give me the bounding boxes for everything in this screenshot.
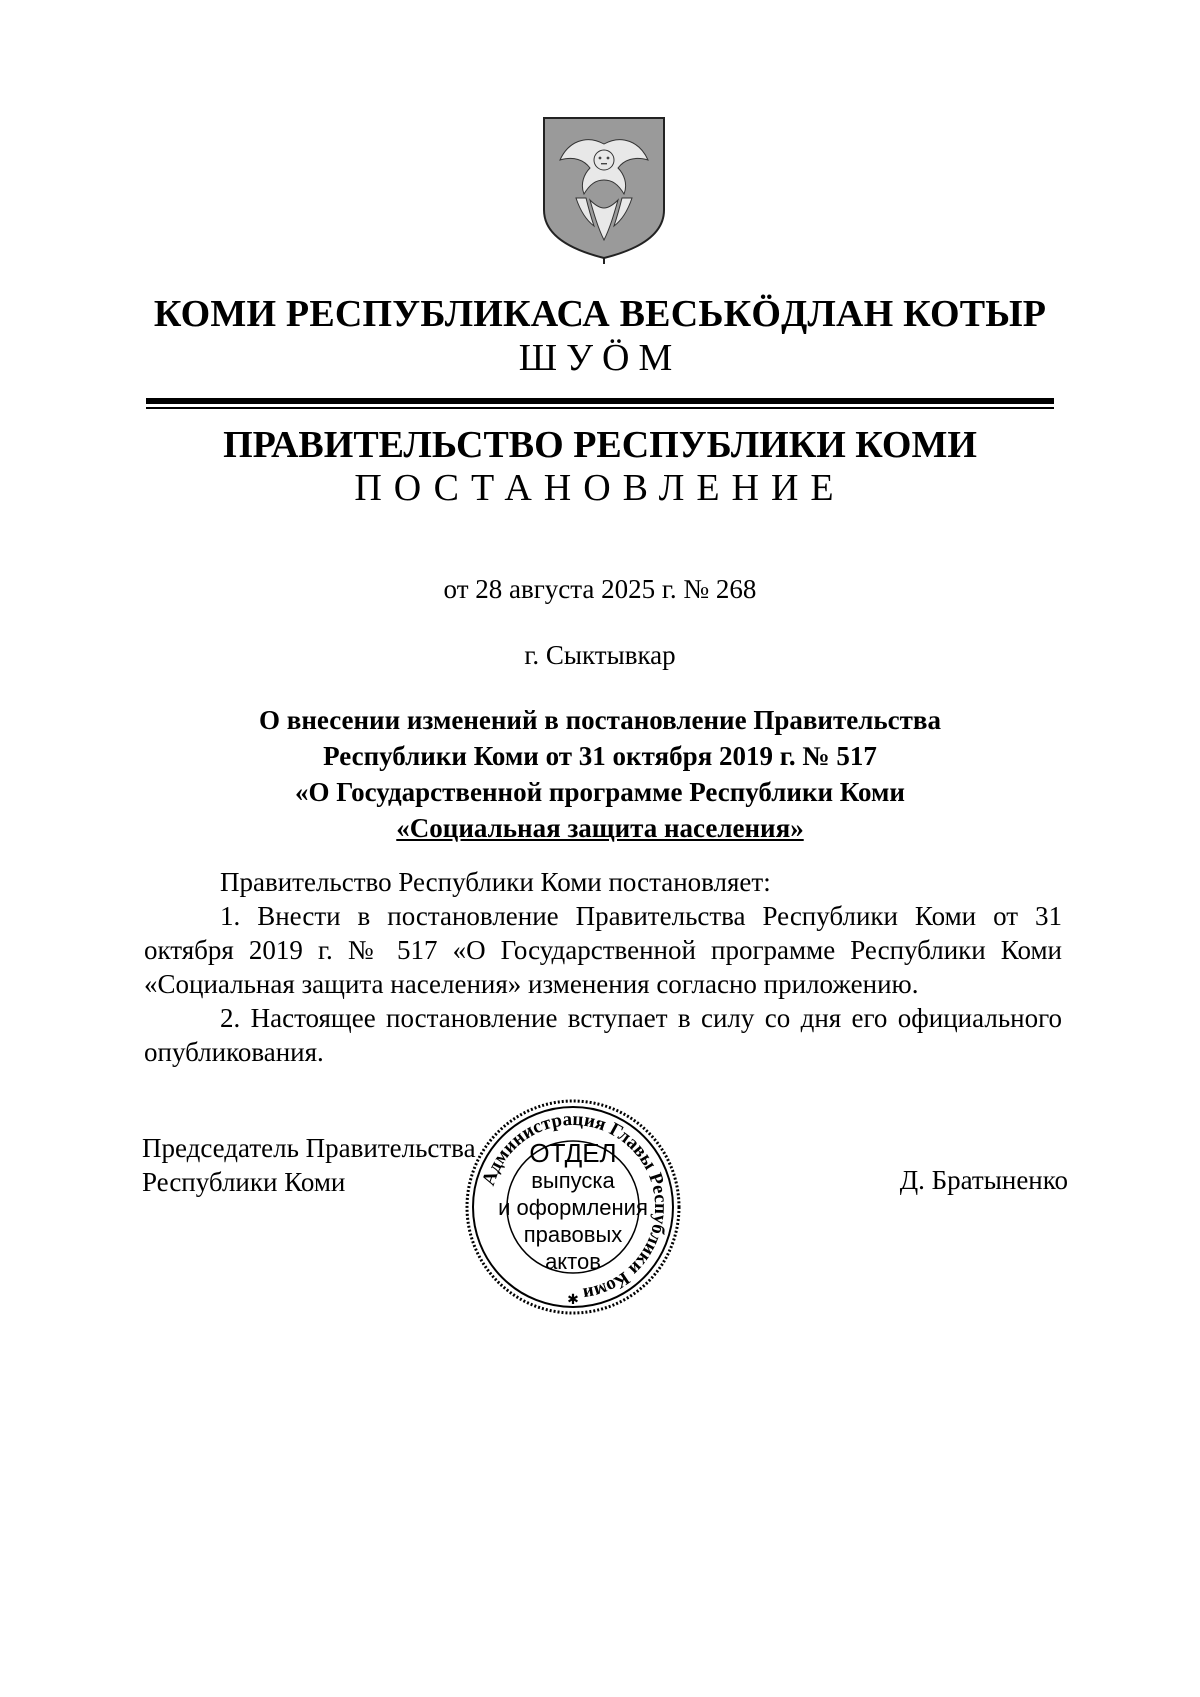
coat-of-arms-icon bbox=[540, 114, 668, 264]
city: г. Сыктывкар bbox=[524, 640, 676, 670]
body-paragraph-1: 1. Внести в постановление Правительства Республики Коми от 31 октября 2019 г. № 517 «О Государственной программе Республики Коми «Социальная защита населения» изменения согласно приложению. bbox=[144, 901, 1062, 999]
subject-line: «Социальная защита населения» bbox=[396, 813, 804, 843]
subject-line: О внесении изменений в постановление Правительства bbox=[259, 705, 941, 735]
komi-title: КОМИ РЕСПУБЛИКАСА ВЕСЬКӦДЛАН КОТЫР bbox=[153, 293, 1047, 335]
document-subject bbox=[0, 702, 1200, 846]
stamp-center-text bbox=[464, 1140, 682, 1275]
subject-line: Республики Коми от 31 октября 2019 г. № 517 bbox=[323, 741, 877, 771]
ru-subtitle: ПОСТАНОВЛЕНИЕ bbox=[354, 467, 846, 509]
signatory-position-line: Республики Коми bbox=[142, 1167, 346, 1197]
signatory-position bbox=[142, 1131, 476, 1199]
stamp-line: актов bbox=[545, 1249, 601, 1274]
stamp-line: выпуска bbox=[531, 1168, 615, 1193]
stamp-line: и оформления bbox=[498, 1195, 648, 1220]
header-divider-thin bbox=[146, 407, 1054, 409]
stamp-line: ОТДЕЛ bbox=[529, 1138, 617, 1168]
svg-text:✱: ✱ bbox=[567, 1293, 579, 1308]
body-paragraph-2: 2. Настоящее постановление вступает в силу со дня его официального опубликования. bbox=[144, 1003, 1062, 1067]
header-divider-thick bbox=[146, 398, 1054, 404]
date-number: от 28 августа 2025 г. № 268 bbox=[443, 574, 757, 604]
signatory-name: Д. Братыненко bbox=[899, 1165, 1068, 1195]
ru-title: ПРАВИТЕЛЬСТВО РЕСПУБЛИКИ КОМИ bbox=[223, 424, 977, 466]
stamp-ring-text: Администрация Главы Республики Коми bbox=[478, 1108, 672, 1305]
signatory-position-line: Председатель Правительства bbox=[142, 1133, 476, 1163]
komi-subtitle: ШУӦМ bbox=[518, 337, 682, 379]
subject-line: «О Государственной программе Республики Коми bbox=[295, 777, 905, 807]
body-intro: Правительство Республики Коми постановляет: bbox=[220, 867, 771, 897]
stamp-line: правовых bbox=[523, 1222, 623, 1247]
